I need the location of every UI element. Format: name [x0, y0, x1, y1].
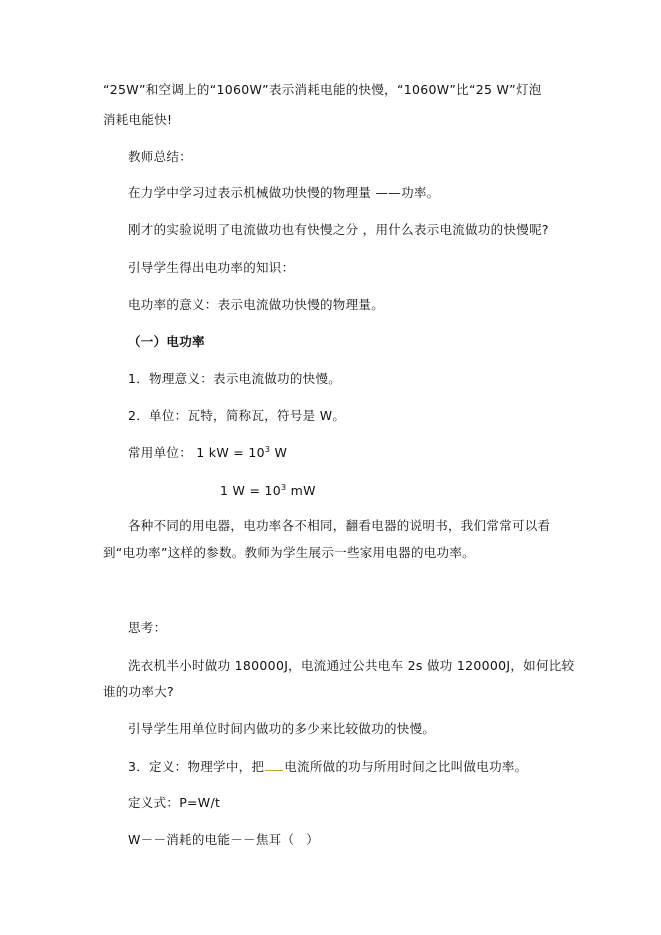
text-part: W－－消耗的电能－－焦耳（	[128, 832, 295, 847]
section-heading: （一）电功率	[128, 334, 205, 349]
text-line: 谁的功率大?	[103, 684, 174, 699]
text-line: 思考：	[128, 620, 167, 635]
unit-text: mW	[286, 483, 316, 498]
definition-text: 电流所做的功与所用时间之比叫做电功率。	[284, 759, 528, 774]
fill-blank	[265, 769, 283, 771]
text-line: 2．单位：瓦特，简称瓦，符号是 W。	[128, 408, 346, 423]
unit-text: 常用单位： 1 kW = 10	[128, 445, 265, 460]
text-line: 电功率的意义：表示电流做功快慢的物理量。	[128, 297, 385, 312]
text-line: 洗衣机半小时做功 180000J，电流通过公共电车 2s 做功 120000J，如何比较	[128, 658, 575, 673]
definition-text: 3．定义：物理学中，把	[128, 759, 265, 774]
definition-line	[128, 760, 527, 774]
text-line: 到“电功率”这样的参数。教师为学生展示一些家用电器的电功率。	[103, 545, 475, 560]
text-part: ）	[306, 832, 320, 847]
text-line: 教师总结：	[128, 149, 193, 164]
text-line: “25W”和空调上的“1060W”表示消耗电能的快慢，“1060W”比“25 W”灯泡	[103, 82, 542, 97]
text-line: 1．物理意义：表示电流做功的快慢。	[128, 371, 342, 386]
formula-line: 定义式：P=W/t	[128, 795, 221, 810]
text-line	[128, 833, 319, 847]
text-line: 各种不同的用电器，电功率各不相同，翻看电器的说明书，我们常常可以看	[128, 518, 551, 533]
unit-line	[128, 446, 287, 460]
exponent: 3	[281, 482, 287, 492]
unit-text: 1 W = 10	[220, 483, 282, 498]
text-line: 消耗电能快!	[103, 112, 173, 127]
text-line: 在力学中学习过表示机械做功快慢的物理量 ——功率。	[128, 185, 440, 200]
text-line: 引导学生得出电功率的知识：	[128, 260, 295, 275]
exponent: 3	[264, 444, 271, 454]
text-line: 刚才的实验说明了电流做功也有快慢之分 ，用什么表示电流做功的快慢呢?	[128, 222, 549, 237]
unit-text: W	[270, 445, 288, 460]
text-line: 引导学生用单位时间内做功的多少来比较做功的快慢。	[128, 721, 436, 736]
unit-line	[220, 484, 316, 498]
